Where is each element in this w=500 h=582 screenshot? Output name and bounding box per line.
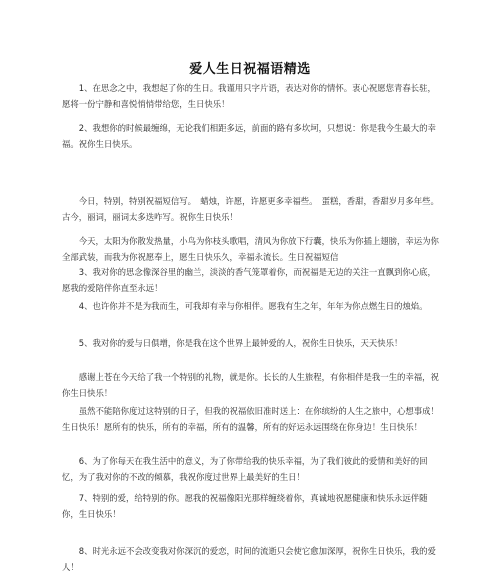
- paragraph-1: 1、在思念之中，我想起了你的生日。我谨用只字片语，表达对你的情怀。衷心祝愿您青春长驻，愿将一份宁静和喜悦悄悄带给您，生日快乐！: [62, 83, 436, 109]
- paragraph-8: 感谢上苍在今天给了我一个特别的礼物，就是你。长长的人生旅程，有你相伴是我一生的幸福，祝你生日快乐！: [62, 372, 439, 398]
- paragraph-9: 虽然不能陪你度过这特别的日子，但我的祝福依旧准时送上：在你缤纷的人生之旅中，心想事成！生日快乐！愿所有的快乐，所有的幸福，所有的温馨，所有的好运永远围绕在你身边！生日快乐！: [62, 406, 439, 432]
- paragraph-3: 今日，特别，特别祝福短信写。 蜡烛，许愿，许愿更多幸福些。 蛋糕，香甜，香甜岁月多年些。 古今，丽词，丽词太多迭咋写。祝你生日快乐！: [62, 196, 444, 222]
- paragraph-5: 3、我对你的思念像深谷里的幽兰，淡淡的香气笼罩着你，而祝福是无边的关注一直飘到你心底，愿我的爱陪伴你直至永远！: [62, 267, 436, 293]
- document-title: 爱人生日祝福语精选: [189, 62, 311, 77]
- paragraph-10: 6、为了你每天在我生活中的意义，为了你带给我的快乐幸福，为了我们彼此的爱情和美好的回忆，为了我对你的不改的倾慕，我祝你度过世界上最美好的生日！: [62, 456, 428, 482]
- paragraph-12: 8、时光永远不会改变我对你深沉的爱恋，时间的流逝只会使它愈加深厚，祝你生日快乐，我的爱人！: [62, 546, 436, 572]
- paragraph-11: 7、特别的爱，给特别的你。愿我的祝福像阳光那样缠绕着你，真诚地祝愿健康和快乐永远伴随你，生日快乐！: [62, 493, 428, 519]
- paragraph-6: 4、也许你并不是为我而生，可我却有幸与你相伴。愿我有生之年，年年为你点燃生日的烛焰。: [78, 301, 428, 311]
- paragraph-7: 5、我对你的爱与日俱增，你是我在这个世界上最钟爱的人，祝你生日快乐，天天快乐！: [78, 338, 403, 348]
- paragraph-4: 今天，太阳为你散发热量，小鸟为你枝头歌唱，清风为你放下行囊，快乐为你插上翅膀，幸运为你全部武装，而我为你祝愿奉上，愿生日快乐久，幸福永流长。生日祝福短信: [62, 236, 439, 262]
- paragraph-2: 2、我想你的时候最缠绵，无论我们相距多远，前面的路有多坎坷，只想说：你是我今生最大的幸福。祝你生日快乐。: [62, 123, 436, 149]
